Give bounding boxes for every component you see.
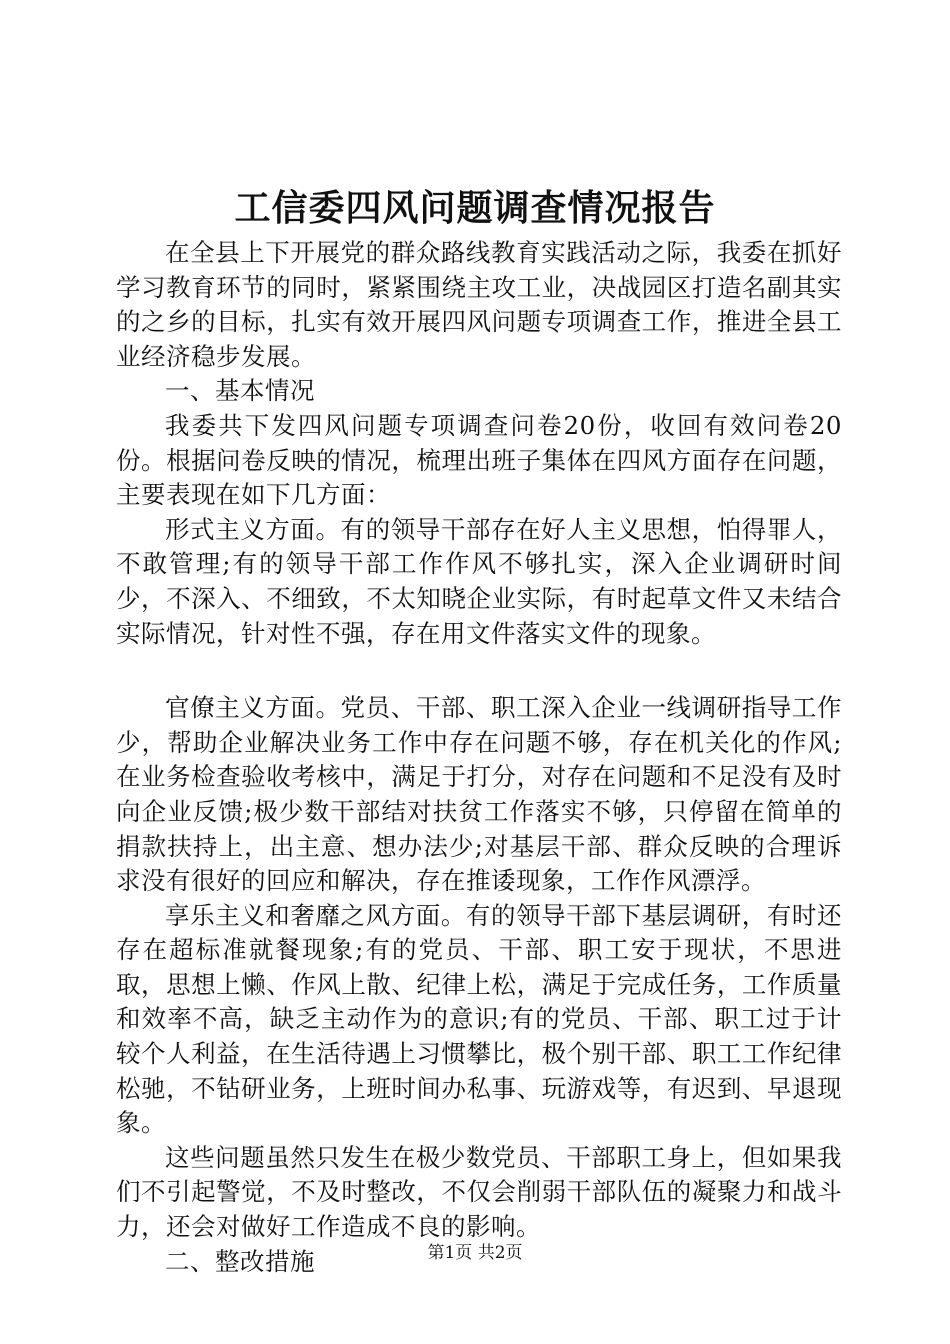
- document-body: [116, 236, 842, 1279]
- bureaucracy-paragraph: 官僚主义方面。党员、干部、职工深入企业一线调研指导工作少，帮助企业解决业务工作中存在问题不够，存在机关化的作风;在业务检查验收考核中，满足于打分，对存在问题和不足没有及时向企业反馈;极少数干部结对扶贫工作落实不够，只停留在简单的捐款扶持上，出主意、想办法少;对基层干部、群众反映的合理诉求没有很好的回应和解决，存在推诿现象，工作作风漂浮。: [116, 693, 842, 896]
- formalism-paragraph: 形式主义方面。有的领导干部存在好人主义思想，怕得罪人，不敢管理;有的领导干部工作作风不够扎实，深入企业调研时间少，不深入、不细致，不太知晓企业实际，有时起草文件又未结合实际情况，针对性不强，存在用文件落实文件的现象。: [116, 514, 842, 648]
- survey-paragraph: 我委共下发四风问题专项调查问卷20份，收回有效问卷20份。根据问卷反映的情况，梳理出班子集体在四风方面存在问题，主要表现在如下几方面：: [116, 410, 842, 510]
- page-footer: 第1页 共2页: [427, 1243, 523, 1263]
- hedonism-paragraph: 享乐主义和奢靡之风方面。有的领导干部下基层调研，有时还存在超标准就餐现象;有的党员、干部、职工安于现状，不思进取，思想上懒、作风上散、纪律上松，满足于完成任务，工作质量和效率不高，缺乏主动作为的意识;有的党员、干部、职工过于计较个人利益，在生活待遇上习惯攀比，极个别干部、职工工作纪律松驰，不钻研业务，上班时间办私事、玩游戏等，有迟到、早退现象。: [116, 900, 842, 1138]
- section-heading-basic-situation: 一、基本情况: [165, 376, 315, 406]
- document-title: 工信委四风问题调查情况报告: [234, 187, 716, 229]
- paragraph-spacer: [116, 651, 842, 691]
- section-heading-rectification: 二、整改措施: [165, 1246, 315, 1276]
- intro-paragraph: 在全县上下开展党的群众路线教育实践活动之际，我委在抓好学习教育环节的同时，紧紧围绕主攻工业，决战园区打造名副其实的之乡的目标，扎实有效开展四风问题专项调查工作，推进全县工业经济稳步发展。: [116, 238, 842, 371]
- conclusion-paragraph: 这些问题虽然只发生在极少数党员、干部职工身上，但如果我们不引起警觉，不及时整改，不仅会削弱干部队伍的凝聚力和战斗力，还会对做好工作造成不良的影响。: [116, 1142, 842, 1242]
